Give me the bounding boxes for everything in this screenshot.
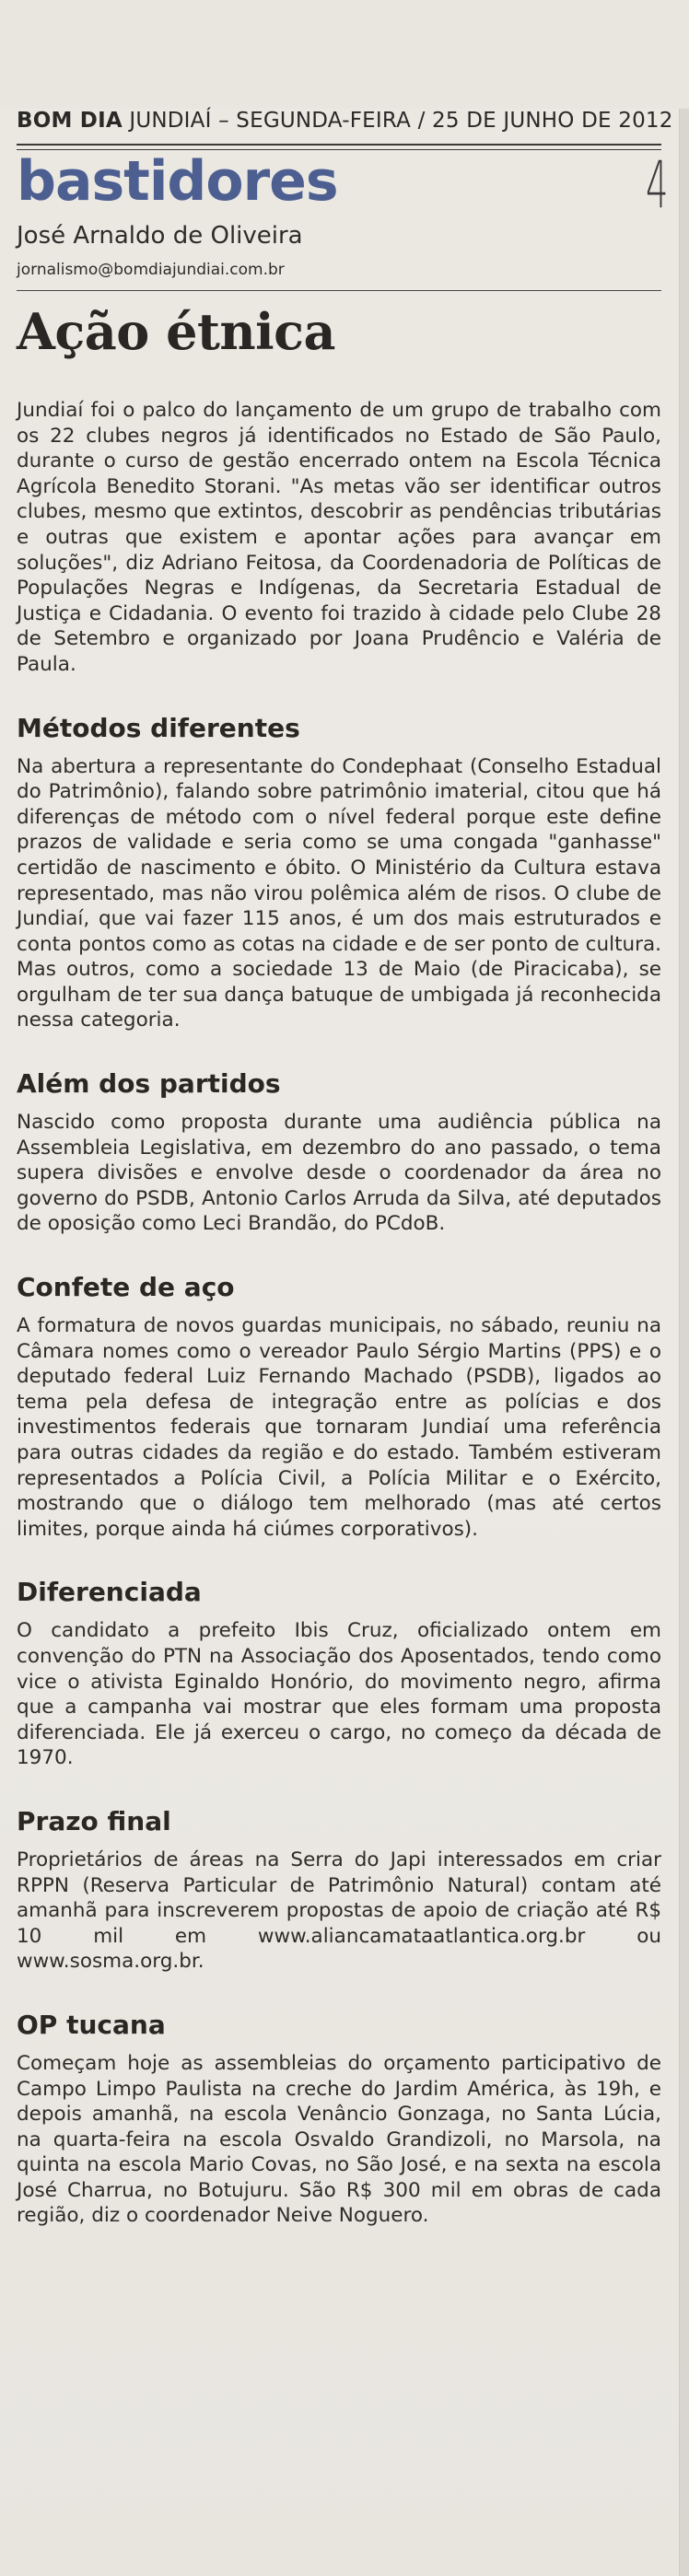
note-prazo: [17, 1806, 661, 1975]
note-text: Na abertura a representante do Condephaat (Conselho Estadual do Patrimônio), falando sobre patrimônio imaterial, citou que há diferenças de método com o nível federal porque este define prazos de validade e seria como se uma congada "ganhasse" certidão de nascimento e óbito. O Ministério da Cultura estava representado, mas não virou polêmica além de risos. O clube de Jundiaí, que vai fazer 115 anos, é um dos mais estruturados e conta pontos como as cotas na cidade e de ser ponto de cultura. Mas outros, como a sociedade 13 de Maio (de Piracicaba), se orgulham de ter sua dança batuque de umbigada já reconhecida nessa categoria.: [17, 754, 661, 1032]
note-text: Começam hoje as assembleias do orçamento participativo de Campo Limpo Paulista na creche do Jardim América, às 19h, e depois amanhã, na escola Venâncio Gonzaga, no Santa Lúcia, na quarta-feira na escola Osvaldo Grandizoli, no Marsola, na quinta na escola Mario Covas, no São José, e na sexta na escola José Charrua, no Botujuru. São R$ 300 mil em obras de cada região, diz o coordenador Neive Noguero.: [17, 2051, 661, 2228]
note-title: Métodos diferentes: [17, 712, 300, 743]
note-text: A formatura de novos guardas municipais, no sábado, reuniu na Câmara nomes como o vereador Paulo Sérgio Martins (PPS) e o deputado federal Luiz Fernando Machado (PSDB), ligados ao tema pela defesa de integração entre as polícias e dos investimentos federais que tornaram Jundiaí uma referência para outras cidades da região e do estado. Também estiveram representados a Polícia Civil, a Polícia Militar e o Exército, mostrando que o diálogo tem melhorado (mas até certos limites, porque ainda há ciúmes corporativos).: [17, 1314, 661, 1541]
note-title: Prazo final: [17, 1805, 171, 1836]
note-op: [17, 2010, 661, 2229]
note-diferenciada: [17, 1577, 661, 1771]
dateline: [17, 109, 673, 133]
note-title: Além dos partidos: [17, 1068, 281, 1100]
note-title: OP tucana: [17, 2009, 166, 2040]
note-metodos: [17, 713, 661, 1034]
note-title: Confete de aço: [17, 1272, 235, 1303]
column-title: bastidores: [17, 149, 338, 214]
note-text: O candidato a prefeito Ibis Cruz, oficializado ontem em convenção do PTN na Associação dos Aposentados, tendo como vice o ativista Eginaldo Honório, do movimento negro, afirma que a campanha vai mostrar que eles formam uma proposta diferenciada. Ele já exerceu o cargo, no começo da década de 1970.: [17, 1619, 661, 1770]
author-name: José Arnaldo de Oliveira: [17, 222, 303, 250]
note-text: Nascido como proposta durante uma audiência pública na Assembleia Legislativa, em dezembro do ano passado, o tema supera divisões e envolve desde o coordenador da área no governo do PSDB, Antonio Carlos Arruda da Silva, até deputados de oposição como Leci Brandão, do PCdoB.: [17, 1111, 661, 1236]
handwritten-page-number: 4: [646, 147, 669, 223]
note-title: Diferenciada: [17, 1577, 202, 1608]
newspaper-page: [0, 109, 689, 2576]
page-edge: [679, 109, 689, 2576]
note-text: Proprietários de áreas na Serra do Japi interessados em criar RPPN (Reserva Particular de Patrimônio Natural) contam até amanhã para inscreverem propostas de apoio de criação até R$ 10 mil em www.aliancamataatlantica.org.br ou www.sosma.org.br.: [17, 1847, 661, 1974]
lead-paragraph: Jundiaí foi o palco do lançamento de um grupo de trabalho com os 22 clubes negros já identificados no Estado de São Paulo, durante o curso de gestão encerrado ontem na Escola Técnica Agrícola Benedito Storani. "As metas vão ser identificar outros clubes, mesmo que extintos, descobrir as pendências tributárias e outras que existem e apontar ações para avançar em soluções", diz Adriano Feitosa, da Coordenadoria de Políticas de Populações Negras e Indígenas, da Secretaria Estadual de Justiça e Cidadania. O evento foi trazido à cidade pelo Clube 28 de Setembro e organizado por Joana Prudêncio e Valéria de Paula.: [17, 399, 661, 676]
author-email: jornalismo@bomdiajundiai.com.br: [17, 261, 285, 279]
headline: Ação étnica: [17, 302, 336, 361]
dateline-text: JUNDIAÍ – SEGUNDA-FEIRA / 25 DE JUNHO DE 2012: [129, 109, 673, 133]
note-partidos: [17, 1068, 661, 1237]
newspaper-brand: BOM DIA: [17, 109, 123, 133]
byline-rule: [17, 290, 661, 291]
note-confete: [17, 1272, 661, 1542]
